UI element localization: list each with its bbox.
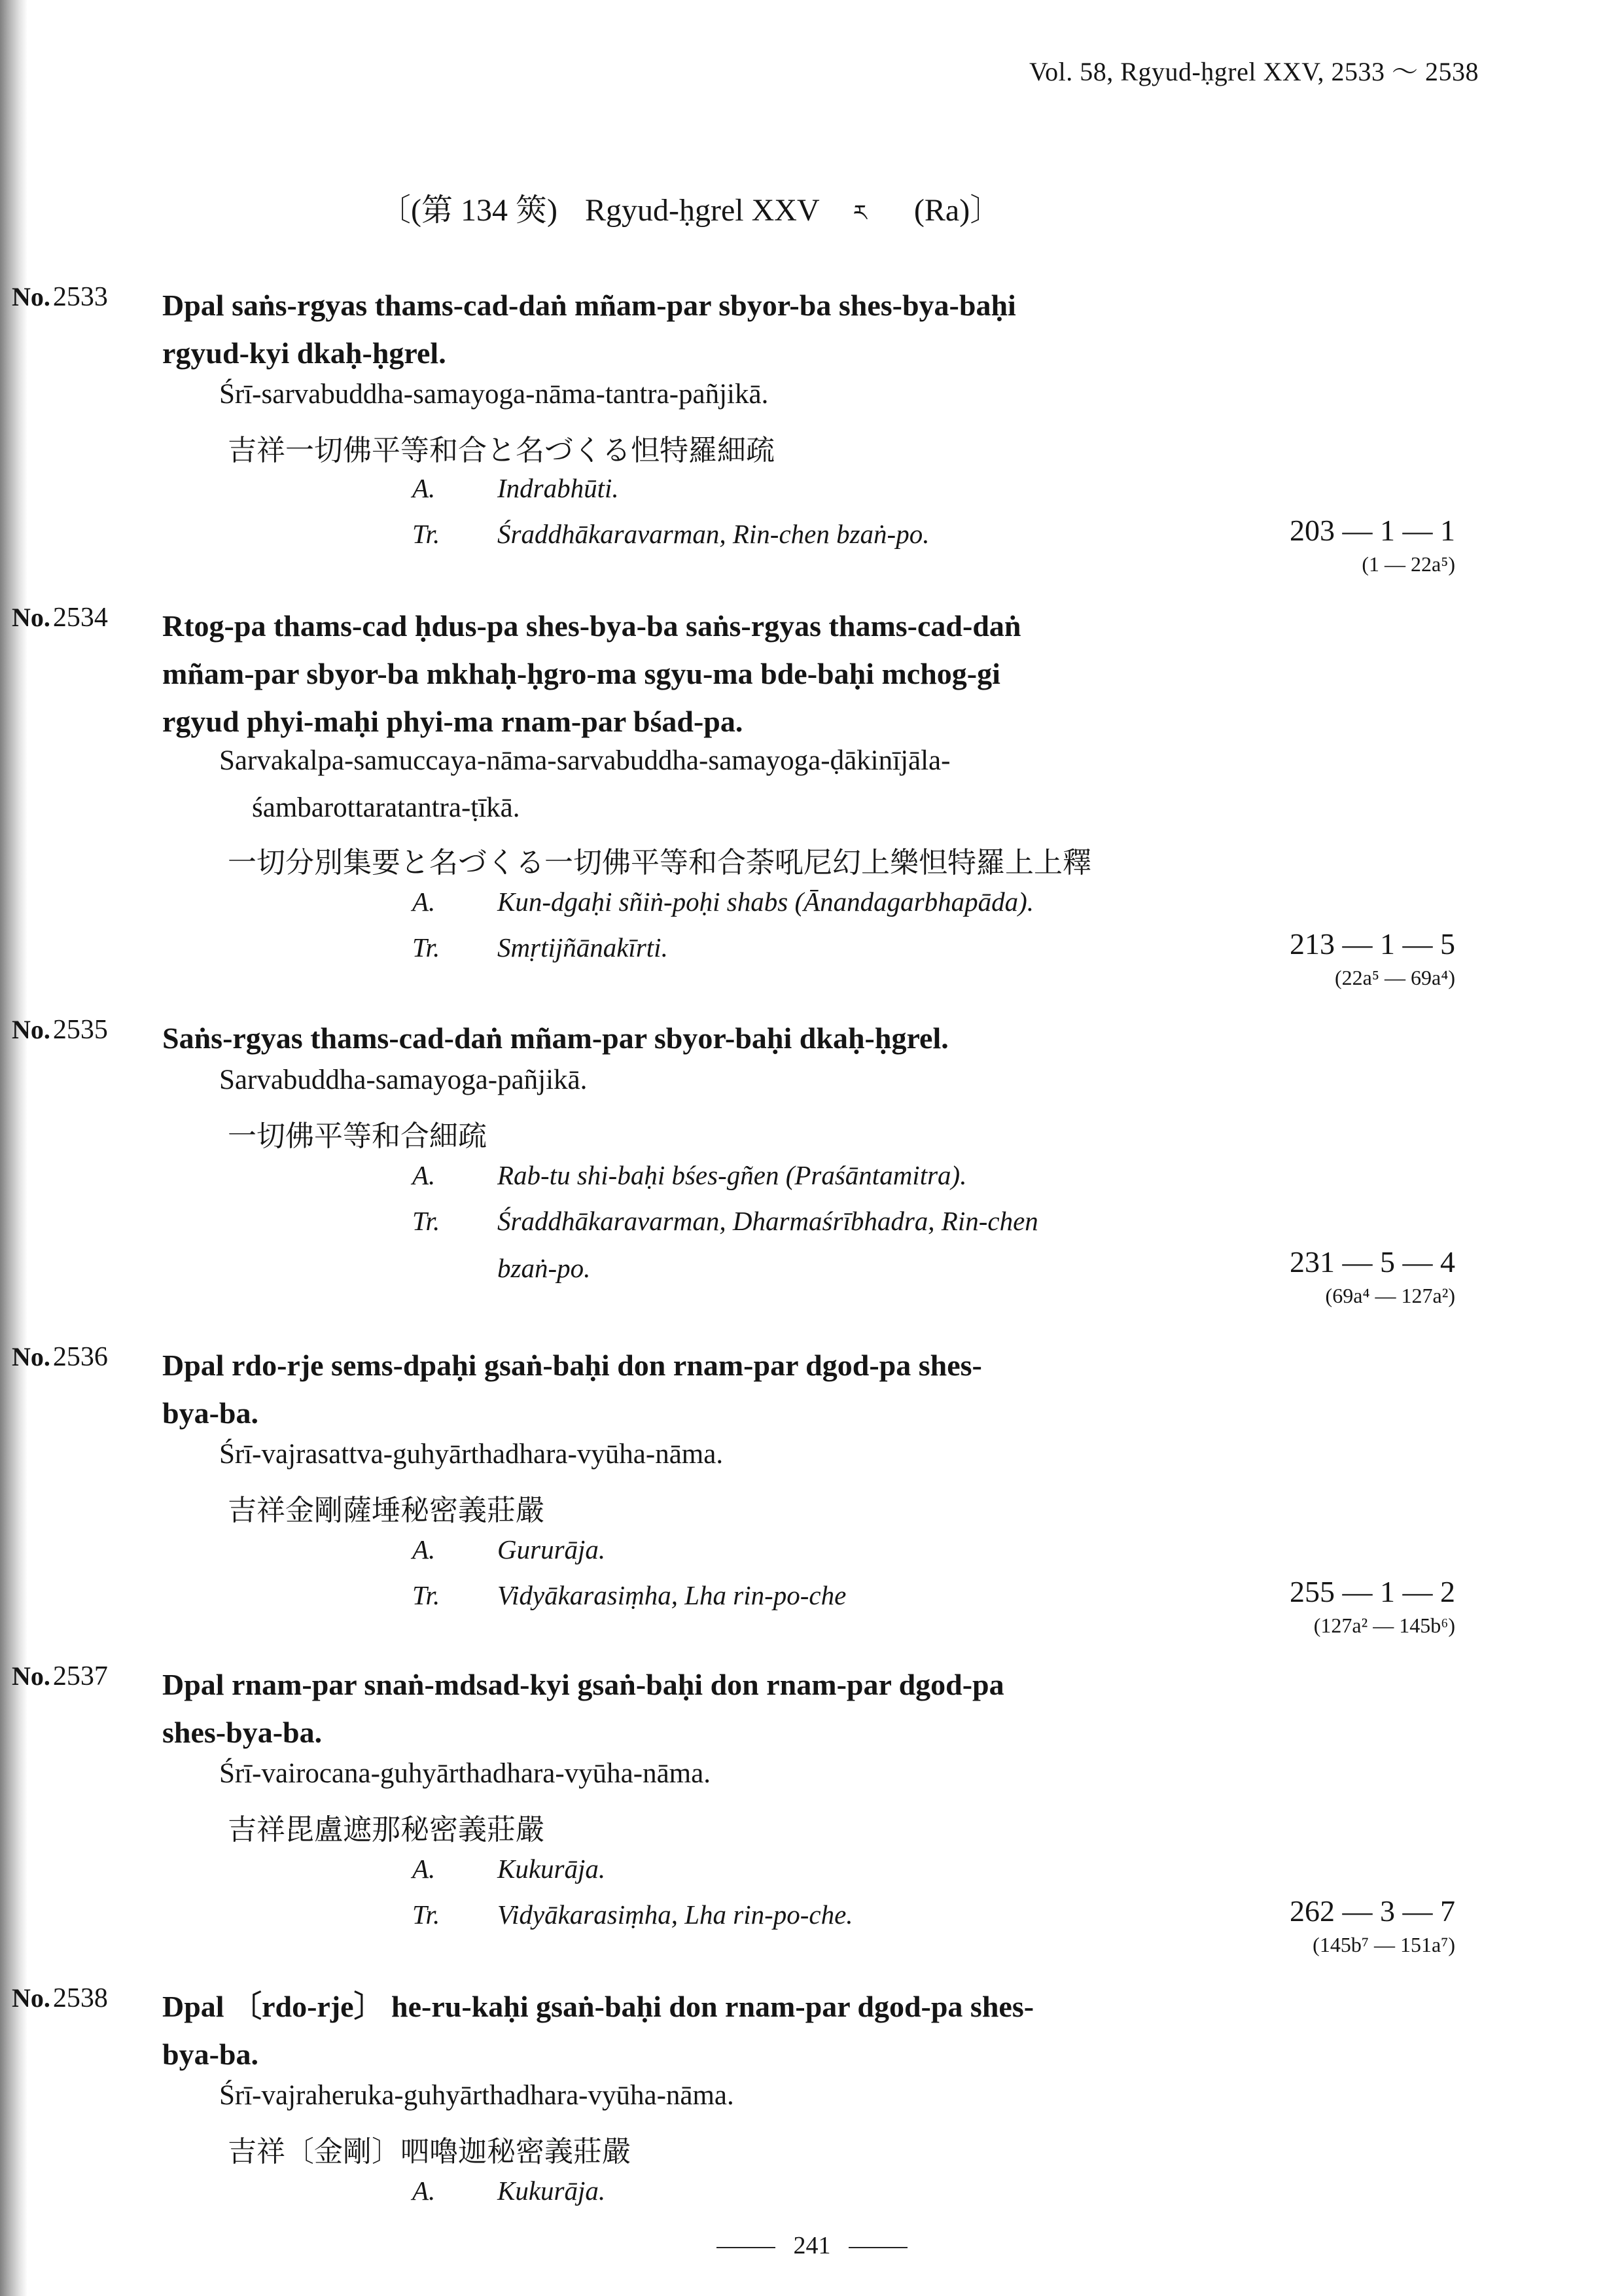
folio-range: (1 — 22a⁵)	[1362, 552, 1455, 576]
japanese-title: 一切分別集要と名づくる一切佛平等和合荼吼尼幻上樂怛特羅上上釋	[228, 846, 1091, 879]
sanskrit-title: Sarvabuddha-samayoga-pañjikā.	[219, 1065, 588, 1095]
translator-name: Vidyākarasiṃha, Lha rin-po-che	[497, 1580, 847, 1610]
translator-name-cont: bzaṅ-po.	[497, 1253, 591, 1283]
sanskrit-title: Śrī-vairocana-guhyārthadhara-vyūha-nāma.	[219, 1758, 711, 1789]
role-label: A.	[412, 1854, 436, 1884]
author-name: Kun-dgaḥi sñiṅ-poḥi shabs (Ānandagarbhapāda).	[497, 887, 1034, 917]
role-label: A.	[412, 887, 436, 917]
entry-title: Dpal rnam-par snaṅ-mdsad-kyi gsaṅ-baḥi don rnam-par dgod-pa shes-bya-ba.	[162, 1668, 1004, 1749]
translator-name: Śraddhākaravarman, Dharmaśrībhadra, Rin-chen	[497, 1206, 1038, 1236]
entry-number: No.2533	[12, 282, 108, 312]
page-number: 241	[793, 2232, 831, 2259]
role-label: Tr.	[412, 519, 440, 549]
page-footer	[0, 2231, 1624, 2260]
folio-range: (69a⁴ — 127a²)	[1325, 1284, 1455, 1307]
role-label: Tr.	[412, 1899, 440, 1930]
sanskrit-title: Śrī-sarvabuddha-samayoga-nāma-tantra-pañjikā.	[219, 379, 769, 410]
entry-number: No.2536	[12, 1342, 108, 1372]
role-label: Tr.	[412, 1580, 440, 1610]
author-name: Kukurāja.	[497, 2176, 606, 2206]
section-heading	[380, 185, 1001, 251]
entry-number: No.2534	[12, 603, 108, 633]
running-head: Vol. 58, Rgyud-ḥgrel XXV, 2533 ～ 2538	[1029, 57, 1479, 86]
entry-title: Dpal 〔rdo-rje〕 he-ru-kaḥi gsaṅ-baḥi don rnam-par dgod-pa shes- bya-ba.	[162, 1990, 1034, 2071]
author-name: Gururāja.	[497, 1534, 606, 1564]
entry-number: No.2537	[12, 1661, 108, 1691]
role-label: Tr.	[412, 1206, 440, 1236]
section-heading-mark: ཪ	[853, 200, 867, 226]
japanese-title: 吉祥金剛薩埵秘密義莊嚴	[228, 1494, 544, 1527]
volume-ref: 262 — 3 — 7	[1290, 1894, 1455, 1928]
author-name: Rab-tu shi-baḥi bśes-gñen (Praśāntamitra).	[497, 1160, 967, 1190]
entry-title: Dpal rdo-rje sems-dpaḥi gsaṅ-baḥi don rnam-par dgod-pa shes- bya-ba.	[162, 1349, 982, 1430]
author-name: Kukurāja.	[497, 1854, 606, 1884]
sanskrit-title: Śrī-vajrasattva-guhyārthadhara-vyūha-nāma.	[219, 1439, 724, 1470]
role-label: A.	[412, 1534, 436, 1564]
author-name: Indrabhūti.	[497, 473, 619, 503]
role-label: A.	[412, 473, 436, 503]
volume-ref: 203 — 1 — 1	[1290, 514, 1455, 547]
role-label: Tr.	[412, 932, 440, 963]
section-heading-latin: Rgyud-ḥgrel XXV	[584, 193, 819, 228]
volume-ref: 213 — 1 — 5	[1290, 927, 1455, 961]
sanskrit-title: Śrī-vajraheruka-guhyārthadhara-vyūha-nāma.	[219, 2080, 734, 2111]
entry-title: Dpal saṅs-rgyas thams-cad-daṅ mñam-par sbyor-ba shes-bya-baḥi rgyud-kyi dkaḥ-ḥgrel.	[162, 289, 1016, 370]
section-heading-open: 〔(第 134 筴)	[380, 193, 557, 228]
role-label: A.	[412, 1160, 436, 1190]
folio-range: (22a⁵ — 69a⁴)	[1334, 966, 1455, 989]
entry-title: Saṅs-rgyas thams-cad-daṅ mñam-par sbyor-baḥi dkaḥ-ḥgrel.	[162, 1021, 949, 1055]
entry-number: No.2535	[12, 1015, 108, 1045]
volume-ref: 255 — 1 — 2	[1290, 1575, 1455, 1608]
japanese-title: 吉祥毘盧遮那秘密義莊嚴	[228, 1813, 544, 1846]
translator-name: Śraddhākaravarman, Rin-chen bzaṅ-po.	[497, 519, 930, 549]
volume-ref: 231 — 5 — 4	[1290, 1245, 1455, 1279]
section-heading-close: (Ra)〕	[913, 193, 1002, 228]
japanese-title: 吉祥〔金剛〕呬嚕迦秘密義莊嚴	[228, 2135, 631, 2168]
japanese-title: 吉祥一切佛平等和合と名づくる怛特羅細疏	[228, 434, 775, 467]
folio-range: (127a² — 145b⁶)	[1313, 1614, 1455, 1637]
scan-shadow-edge	[0, 0, 27, 2296]
role-label: A.	[412, 2176, 436, 2206]
japanese-title: 一切佛平等和合細疏	[228, 1120, 487, 1153]
sanskrit-title-cont: śambarottaratantra-ṭīkā.	[252, 792, 520, 823]
entry-number: No.2538	[12, 1983, 108, 2013]
footer-rule-right	[849, 2247, 908, 2248]
entry-title: Rtog-pa thams-cad ḥdus-pa shes-bya-ba saṅs-rgyas thams-cad-daṅ mñam-par sbyor-ba mkhaḥ-ḥgro-ma sgyu-ma bde-baḥi mchog-gi rgyud phyi-maḥi phyi-ma rnam-par bśad-pa.	[162, 609, 1021, 738]
sanskrit-title: Sarvakalpa-samuccaya-nāma-sarvabuddha-samayoga-ḍākinījāla-	[219, 745, 951, 776]
translator-name: Vidyākarasiṃha, Lha rin-po-che.	[497, 1899, 853, 1930]
folio-range: (145b⁷ — 151a⁷)	[1313, 1933, 1455, 1956]
translator-name: Smṛtijñānakīrti.	[497, 932, 668, 963]
footer-rule-left	[716, 2247, 775, 2248]
